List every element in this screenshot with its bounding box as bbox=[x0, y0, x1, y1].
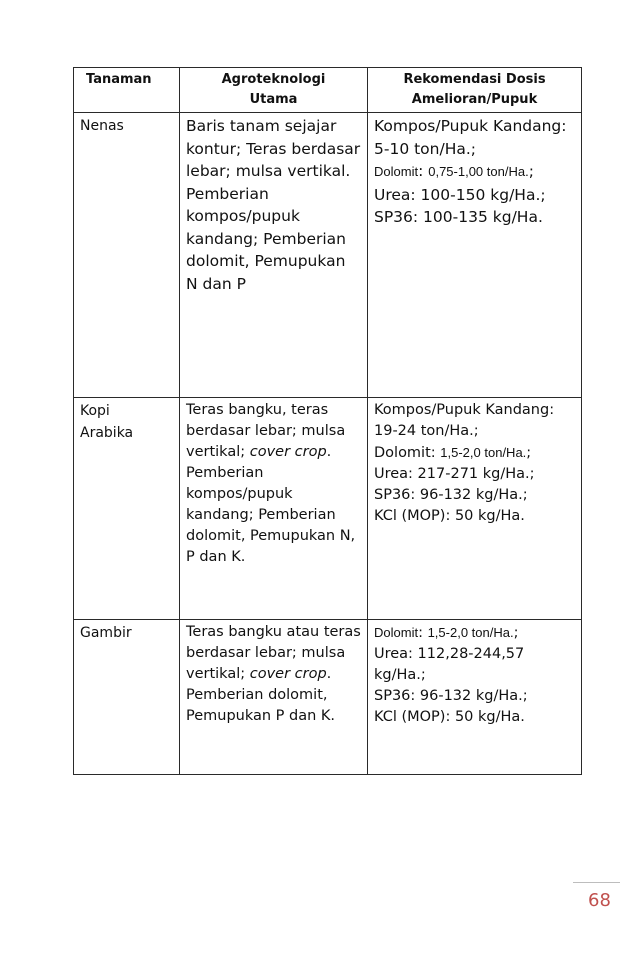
rec-line: Urea: 100-150 kg/Ha.; bbox=[374, 185, 546, 204]
rec-dolomit-label: Dolomit bbox=[374, 164, 419, 179]
agro-period: . bbox=[326, 444, 332, 460]
rec-semicolon: ; bbox=[513, 625, 519, 641]
table-row bbox=[74, 113, 582, 398]
crop-line2: Arabika bbox=[80, 425, 134, 441]
header-rec-line2: Amelioran/Pupuk bbox=[411, 92, 538, 107]
rec-cell bbox=[368, 398, 582, 620]
header-recommendation bbox=[368, 68, 582, 113]
rec-semicolon: ; bbox=[526, 445, 532, 461]
table-header-row bbox=[74, 68, 582, 113]
agro-text: Teras bangku atau teras berdasar lebar; mulsa vertikal; bbox=[186, 624, 361, 682]
agro-text: Pemberian dolomit, Pemupukan P dan K. bbox=[186, 687, 336, 724]
table-row bbox=[74, 620, 582, 775]
rec-line: Urea: 112,28-244,57 kg/Ha.; bbox=[374, 646, 525, 683]
header-agro-line2: Utama bbox=[249, 92, 298, 107]
rec-dolomit-label: Dolomit: bbox=[374, 445, 441, 461]
rec-line bbox=[374, 622, 575, 644]
header-crop: Tanaman bbox=[74, 68, 180, 113]
rec-line: SP36: 100-135 kg/Ha. bbox=[374, 208, 543, 226]
rec-line bbox=[374, 160, 575, 184]
agro-cell bbox=[180, 620, 368, 775]
rec-line: Kompos/Pupuk Kandang: 5-10 ton/Ha.; bbox=[374, 117, 567, 158]
rec-line: SP36: 96-132 kg/Ha.; bbox=[374, 688, 528, 704]
agro-cell: Baris tanam sejajar kontur; Teras berdasar lebar; mulsa vertikal. Pemberian kompos/pupuk kandang; Pemberian dolomit, Pemupukan N dan P bbox=[180, 113, 368, 398]
rec-cell bbox=[368, 620, 582, 775]
rec-line: KCl (MOP): 50 kg/Ha. bbox=[374, 709, 525, 725]
rec-colon: : bbox=[418, 162, 429, 180]
header-agrotechnology bbox=[180, 68, 368, 113]
rec-dolomit-value: 1,5-2,0 ton/Ha. bbox=[427, 625, 514, 640]
rec-line: Kompos/Pupuk Kandang: 19-24 ton/Ha.; bbox=[374, 402, 555, 439]
footer-rule bbox=[573, 882, 620, 883]
agro-cover-crop: cover crop bbox=[249, 666, 327, 682]
crop-line1: Kopi bbox=[80, 403, 110, 419]
rec-dolomit-value: 1,5-2,0 ton/Ha. bbox=[440, 445, 527, 460]
recommendation-table bbox=[73, 67, 582, 775]
rec-line: Urea: 217-271 kg/Ha.; bbox=[374, 466, 535, 482]
table-row bbox=[74, 398, 582, 620]
rec-dolomit-label: Dolomit bbox=[374, 625, 419, 640]
agro-cover-crop: cover crop bbox=[249, 444, 327, 460]
rec-line: KCl (MOP): 50 kg/Ha. bbox=[374, 508, 525, 524]
crop-cell bbox=[74, 398, 180, 620]
page-number: 68 bbox=[588, 890, 611, 911]
crop-cell: Nenas bbox=[74, 113, 180, 398]
rec-semicolon: ; bbox=[528, 162, 534, 180]
crop-cell: Gambir bbox=[74, 620, 180, 775]
agro-text: Teras bangku, teras berdasar lebar; mulsa vertikal; bbox=[186, 402, 346, 460]
agro-period: . bbox=[326, 666, 332, 682]
rec-line: SP36: 96-132 kg/Ha.; bbox=[374, 487, 528, 503]
header-agro-line1: Agroteknologi bbox=[221, 72, 326, 87]
header-rec-line1: Rekomendasi Dosis bbox=[403, 72, 546, 87]
rec-colon: : bbox=[418, 625, 428, 641]
rec-cell bbox=[368, 113, 582, 398]
rec-dolomit-value: 0,75-1,00 ton/Ha. bbox=[428, 164, 529, 179]
rec-line bbox=[374, 442, 575, 464]
agro-text: Pemberian kompos/pupuk kandang; Pemberian dolomit, Pemupukan N, P dan K. bbox=[186, 465, 356, 565]
agro-cell bbox=[180, 398, 368, 620]
